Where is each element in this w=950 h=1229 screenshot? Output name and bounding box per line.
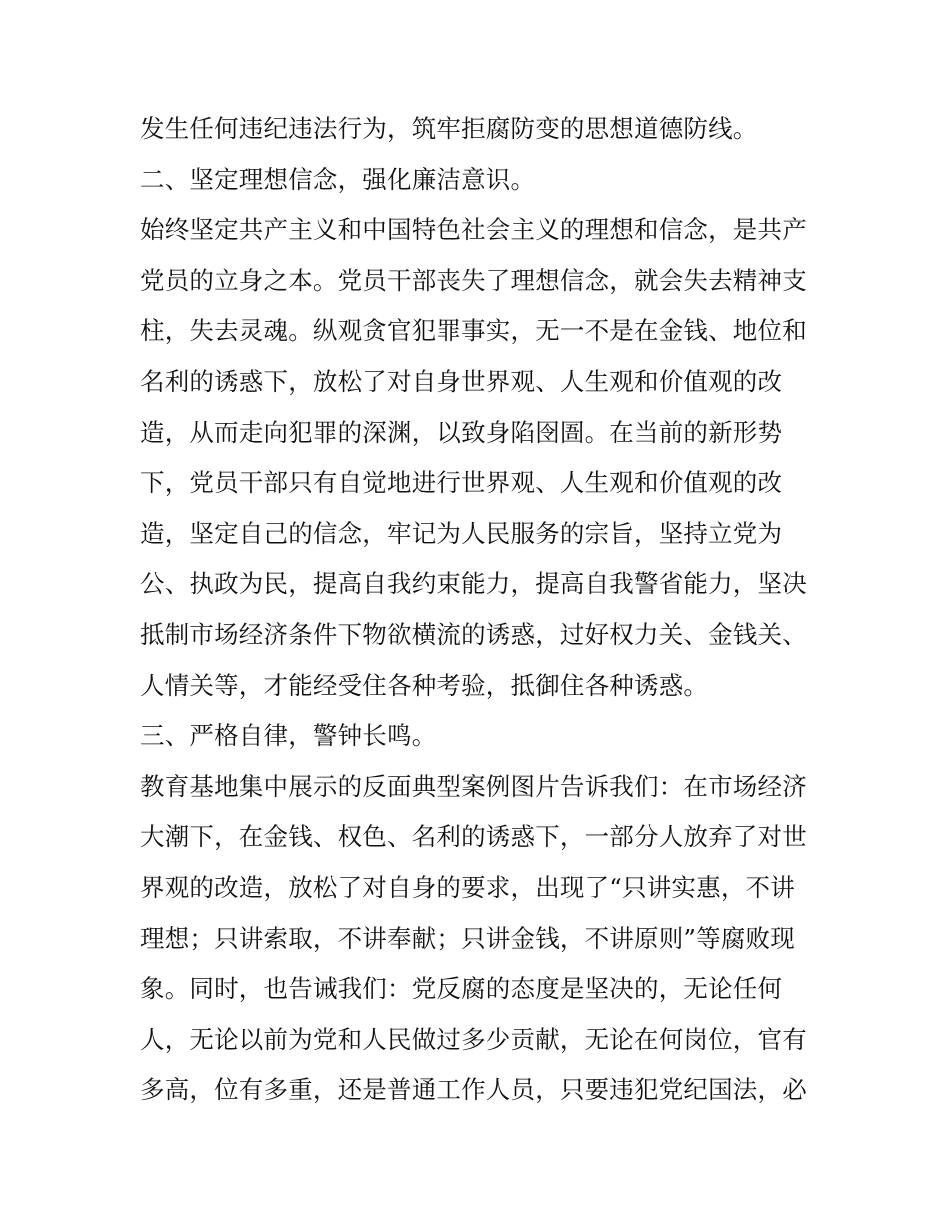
text-line: 理想；只讲索取，不讲奉献；只讲金钱，不讲原则”等腐败现 — [140, 923, 795, 953]
text-line: 党员的立身之本。党员干部丧失了理想信念，就会失去精神支 — [140, 265, 807, 295]
text-line: 下，党员干部只有自觉地进行世界观、人生观和价值观的改 — [140, 468, 783, 498]
text-line: 始终坚定共产主义和中国特色社会主义的理想和信念，是共产 — [140, 215, 807, 245]
section-heading: 二、坚定理想信念，强化廉洁意识。 — [140, 164, 536, 194]
text-line: 公、执政为民，提高自我约束能力，提高自我警省能力，坚决 — [140, 569, 807, 599]
text-line: 人，无论以前为党和人民做过多少贡献，无论在何岗位，官有 — [140, 1024, 807, 1054]
text-line: 界观的改造，放松了对自身的要求，出现了“只讲实惠，不讲 — [140, 872, 795, 902]
text-line: 造，从而走向犯罪的深渊，以致身陷囹圄。在当前的新形势 — [140, 417, 783, 447]
text-line: 名利的诱惑下，放松了对自身世界观、人生观和价值观的改 — [140, 366, 783, 396]
text-line: 抵制市场经济条件下物欲横流的诱惑，过好权力关、金钱关、 — [140, 619, 807, 649]
text-line: 造，坚定自己的信念，牢记为人民服务的宗旨，坚持立党为 — [140, 518, 783, 548]
text-line: 多高，位有多重，还是普通工作人员，只要违犯党纪国法，必 — [140, 1075, 807, 1105]
text-line: 象。同时，也告诫我们：党反腐的态度是坚决的，无论任何 — [140, 974, 783, 1004]
text-line: 大潮下，在金钱、权色、名利的诱惑下，一部分人放弃了对世 — [140, 822, 807, 852]
text-line: 柱，失去灵魂。纵观贪官犯罪事实，无一不是在金钱、地位和 — [140, 316, 807, 346]
text-line: 教育基地集中展示的反面典型案例图片告诉我们：在市场经济 — [140, 771, 807, 801]
text-line: 人情关等，才能经受住各种考验，抵御住各种诱惑。 — [140, 670, 709, 700]
document-body — [140, 104, 830, 1116]
text-line: 发生任何违纪违法行为，筑牢拒腐防变的思想道德防线。 — [140, 114, 758, 143]
section-heading: 三、严格自律，警钟长鸣。 — [140, 721, 437, 751]
